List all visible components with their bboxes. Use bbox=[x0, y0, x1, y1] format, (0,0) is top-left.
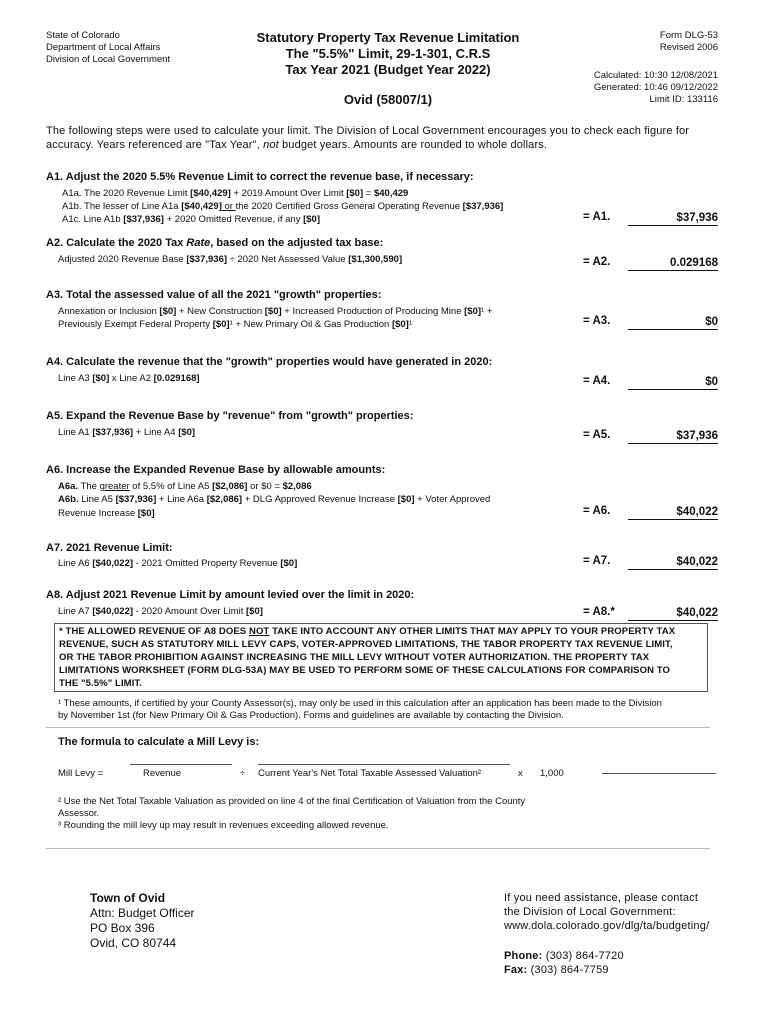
a3-text-4: ¹ + bbox=[481, 306, 493, 317]
a1a-value-2: [$0] bbox=[346, 188, 364, 199]
mill-levy-label: Mill Levy = bbox=[58, 768, 104, 779]
a2-value-2: [$1,300,590] bbox=[348, 254, 403, 265]
a3-value-5: [$0] bbox=[391, 319, 409, 330]
intro-text-a: accuracy. Years referenced are "Tax Year", bbox=[46, 139, 264, 151]
form-title bbox=[228, 30, 548, 78]
a1b-text-2: the 2020 Certified Gross General Operating Revenue bbox=[235, 201, 463, 212]
agency-block bbox=[46, 30, 170, 66]
footnote-1 bbox=[58, 698, 726, 722]
generated-time: Generated: 10:46 09/12/2022 bbox=[593, 82, 718, 93]
a4-value-2: [0.029168] bbox=[153, 373, 200, 384]
a5-text-2: + Line A4 bbox=[133, 427, 179, 438]
warning-text-a: * THE ALLOWED REVENUE OF A8 DOES bbox=[59, 626, 249, 637]
address-name: Town of Ovid bbox=[90, 891, 166, 905]
a6a-text-2: of 5.5% of Line A5 bbox=[129, 481, 213, 492]
a1c-value-2: [$0] bbox=[303, 214, 321, 225]
a1-heading: A1. Adjust the 2020 5.5% Revenue Limit to correct the revenue base, if necessary: bbox=[46, 171, 474, 183]
a6-equals-label: = A6. bbox=[583, 505, 611, 517]
a1b-text: A1b. The lesser of Line A1a bbox=[62, 201, 182, 212]
a1b-value-2: [$37,936] bbox=[462, 201, 504, 212]
a2-line bbox=[58, 254, 402, 266]
a1a-result: $40,429 bbox=[373, 188, 409, 199]
a8-equals-label: = A8.* bbox=[583, 606, 615, 618]
divide-symbol: ÷ bbox=[240, 768, 246, 779]
warning-box bbox=[54, 623, 708, 692]
calculated-time: Calculated: 10:30 12/08/2021 bbox=[593, 70, 718, 81]
intro-text-c: budget years. Amounts are rounded to whole dollars. bbox=[278, 139, 548, 151]
form-revised: Revised 2006 bbox=[659, 42, 718, 53]
a3-text-1: Annexation or Inclusion bbox=[58, 306, 160, 317]
a8-text: Line A7 bbox=[58, 606, 93, 617]
a3-text-6: ¹ + New Primary Oil & Gas Production bbox=[229, 319, 392, 330]
a4-equals-label: = A4. bbox=[583, 375, 611, 387]
a1-line-a bbox=[62, 188, 408, 200]
a6b-text-3: + DLG Approved Revenue Increase bbox=[242, 494, 398, 505]
a6b-value-2: [$2,086] bbox=[206, 494, 243, 505]
a6-line-b bbox=[58, 494, 490, 506]
a8-text-2: - 2020 Amount Over Limit bbox=[133, 606, 247, 617]
a6c-value: [$0] bbox=[137, 508, 155, 519]
fax-number: (303) 864-7759 bbox=[527, 964, 609, 976]
a2-equals-label: = A2. bbox=[583, 256, 611, 268]
a3-line-1 bbox=[58, 306, 492, 318]
divider-2 bbox=[46, 848, 710, 849]
a1b-or: or bbox=[221, 201, 236, 212]
revenue-label: Revenue bbox=[143, 768, 182, 779]
a8-value-1: [$40,022] bbox=[92, 606, 134, 617]
a2-heading-a: A2. Calculate the 2020 Tax bbox=[46, 237, 187, 249]
a2-text: Adjusted 2020 Revenue Base bbox=[58, 254, 187, 265]
a3-value-2: [$0] bbox=[264, 306, 282, 317]
a3-equals-label: = A3. bbox=[583, 315, 611, 327]
a6b-value-3: [$0] bbox=[397, 494, 415, 505]
a6-heading: A6. Increase the Expanded Revenue Base by allowable amounts: bbox=[46, 464, 386, 476]
a5-result-value: $37,936 bbox=[628, 429, 718, 444]
intro-line-1: The following steps were used to calculate your limit. The Division of Local Government encourages you to check each figure for bbox=[46, 125, 690, 137]
a2-heading-rate: Rate bbox=[186, 237, 211, 249]
a3-text-7: ¹ bbox=[408, 319, 413, 330]
a5-equals-label: = A5. bbox=[583, 429, 611, 441]
contact-fax bbox=[504, 963, 734, 977]
a6-result-value: $40,022 bbox=[628, 505, 718, 520]
a5-text: Line A1 bbox=[58, 427, 93, 438]
a5-heading: A5. Expand the Revenue Base by "revenue" from "growth" properties: bbox=[46, 410, 414, 422]
a4-heading: A4. Calculate the revenue that the "growth" properties would have generated in 2020: bbox=[46, 356, 493, 368]
revenue-line bbox=[130, 764, 232, 765]
fax-label: Fax: bbox=[504, 964, 528, 976]
a6a-text-3: or $0 = bbox=[247, 481, 283, 492]
a1a-value-1: [$40,429] bbox=[190, 188, 231, 199]
a3-result-value: $0 bbox=[628, 315, 718, 330]
limit-id: Limit ID: 133116 bbox=[649, 94, 718, 105]
a6a-result: $2,086 bbox=[282, 481, 312, 492]
form-number: Form DLG-53 bbox=[659, 30, 718, 41]
a4-value-1: [$0] bbox=[92, 373, 110, 384]
a1-result-value: $37,936 bbox=[628, 211, 718, 226]
warning-line-5: THE "5.5%" LIMIT. bbox=[59, 678, 143, 689]
contact-line-2: the Division of Local Government: bbox=[504, 906, 676, 918]
a5-value-2: [$0] bbox=[178, 427, 196, 438]
a8-value-2: [$0] bbox=[246, 606, 263, 617]
a6b-text-2: + Line A6a bbox=[156, 494, 207, 505]
title-line-2: The "5.5%" Limit, 29-1-301, C.R.S bbox=[285, 46, 491, 61]
contact-block bbox=[504, 891, 734, 977]
title-line-3: Tax Year 2021 (Budget Year 2022) bbox=[285, 62, 491, 77]
a1a-equals: = bbox=[363, 188, 374, 199]
timestamps bbox=[560, 70, 718, 106]
valuation-line bbox=[258, 764, 510, 765]
contact-spacer bbox=[504, 933, 734, 949]
a4-text-2: x Line A2 bbox=[109, 373, 154, 384]
a8-line bbox=[58, 606, 263, 618]
a6a-label: A6a. bbox=[58, 481, 79, 492]
a5-value-1: [$37,936] bbox=[92, 427, 134, 438]
warning-line-4: LIMITATIONS WORKSHEET (FORM DLG-53A) MAY BE USED TO PERFORM SOME OF THESE CALCULATIONS FOR COMPARISON TO bbox=[59, 665, 671, 676]
times-symbol: x bbox=[518, 768, 523, 779]
a3-value-4: [$0] bbox=[212, 319, 230, 330]
warning-text-b: TAKE INTO ACCOUNT ANY OTHER LIMITS THAT MAY APPLY TO YOUR PROPERTY TAX bbox=[269, 626, 676, 637]
warning-line-1 bbox=[59, 625, 703, 638]
address-box: PO Box 396 bbox=[90, 921, 155, 935]
a2-text-2: ÷ 2020 Net Assessed Value bbox=[227, 254, 349, 265]
footnote-3: ³ Rounding the mill levy up may result in revenues exceeding allowed revenue. bbox=[58, 820, 389, 831]
entity-name: Ovid (58007/1) bbox=[343, 92, 433, 107]
contact-line-1: If you need assistance, please contact bbox=[504, 892, 699, 904]
a2-value-1: [$37,936] bbox=[186, 254, 228, 265]
divider-1 bbox=[46, 727, 710, 728]
a6-line-a bbox=[58, 481, 312, 493]
a6a-greater: greater bbox=[99, 481, 130, 492]
agency-line-3: Division of Local Government bbox=[46, 54, 171, 65]
a6a-value-1: [$2,086] bbox=[212, 481, 248, 492]
a7-text-2: - 2021 Omitted Property Revenue bbox=[133, 558, 281, 569]
a3-value-1: [$0] bbox=[159, 306, 177, 317]
phone-number: (303) 864-7720 bbox=[542, 950, 624, 962]
warning-not: NOT bbox=[248, 626, 270, 637]
footnote-2 bbox=[58, 796, 718, 832]
a4-line bbox=[58, 373, 200, 385]
valuation-label: Current Year's Net Total Taxable Assessed Valuation² bbox=[258, 768, 482, 779]
footnote-2-line-1: ² Use the Net Total Taxable Valuation as provided on line 4 of the final Certification of Valuation from the County bbox=[58, 796, 526, 807]
a8-result-value: $40,022 bbox=[628, 606, 718, 621]
a3-text-5: Previously Exempt Federal Property bbox=[58, 319, 213, 330]
a1-line-b bbox=[62, 201, 503, 213]
a4-text: Line A3 bbox=[58, 373, 93, 384]
a1c-text: A1c. Line A1b bbox=[62, 214, 124, 225]
contact-phone bbox=[504, 949, 734, 963]
a6b-text: Line A5 bbox=[78, 494, 116, 505]
a1b-value-1: [$40,429] bbox=[181, 201, 222, 212]
a1a-text-2: + 2019 Amount Over Limit bbox=[230, 188, 347, 199]
a6b-text-4: + Voter Approved bbox=[414, 494, 491, 505]
a2-heading bbox=[46, 236, 383, 250]
a1-line-c bbox=[62, 214, 320, 226]
title-line-1: Statutory Property Tax Revenue Limitation bbox=[256, 30, 520, 45]
intro-text bbox=[46, 124, 726, 152]
a3-heading: A3. Total the assessed value of all the 2021 "growth" properties: bbox=[46, 289, 382, 301]
a3-text-2: + New Construction bbox=[176, 306, 265, 317]
a7-value-1: [$40,022] bbox=[92, 558, 134, 569]
a7-result-value: $40,022 bbox=[628, 555, 718, 570]
a5-line bbox=[58, 427, 195, 439]
footnote-1-line-1: ¹ These amounts, if certified by your County Assessor(s), may only be used in this calculation after an application has been made to the Division bbox=[58, 698, 662, 709]
agency-line-1: State of Colorado bbox=[46, 30, 120, 41]
a3-value-3: [$0] bbox=[464, 306, 482, 317]
a1a-text: A1a. The 2020 Revenue Limit bbox=[62, 188, 191, 199]
a7-heading: A7. 2021 Revenue Limit: bbox=[46, 542, 173, 554]
formula-heading: The formula to calculate a Mill Levy is: bbox=[58, 736, 260, 748]
a7-line bbox=[58, 558, 297, 570]
a4-result-value: $0 bbox=[628, 375, 718, 390]
result-line bbox=[602, 773, 716, 774]
a1c-value-1: [$37,936] bbox=[123, 214, 164, 225]
warning-text bbox=[55, 624, 707, 691]
intro-line-2 bbox=[46, 138, 726, 152]
a7-value-2: [$0] bbox=[280, 558, 298, 569]
a6c-text: Revenue Increase bbox=[58, 508, 138, 519]
contact-website-link[interactable]: www.dola.colorado.gov/dlg/ta/budgeting/ bbox=[504, 920, 710, 932]
a2-result-value: 0.029168 bbox=[628, 256, 718, 271]
a7-text: Line A6 bbox=[58, 558, 93, 569]
address-attn: Attn: Budget Officer bbox=[90, 906, 195, 920]
intro-emphasis: not bbox=[263, 139, 279, 151]
a3-text-3: + Increased Production of Producing Mine bbox=[281, 306, 465, 317]
a1-equals-label: = A1. bbox=[583, 211, 611, 223]
a2-heading-c: , based on the adjusted tax base: bbox=[210, 237, 384, 249]
a6-line-c bbox=[58, 508, 155, 520]
phone-label: Phone: bbox=[504, 950, 543, 962]
mailing-address bbox=[90, 891, 195, 951]
agency-line-2: Department of Local Affairs bbox=[46, 42, 161, 53]
warning-line-2: REVENUE, SUCH AS STATUTORY MILL LEVY CAPS, VOTER-APPROVED LIMITATIONS, THE TABOR PROPERTY TAX REVENUE LIMIT, bbox=[59, 639, 673, 650]
a7-equals-label: = A7. bbox=[583, 555, 611, 567]
warning-line-3: OR THE TABOR PROHIBITION AGAINST INCREASING THE MILL LEVY WITHOUT VOTER AUTHORIZATION. THE PROPERTY TAX bbox=[59, 652, 650, 663]
footnote-1-line-2: by November 1st (for New Primary Oil & Gas Production). Forms and guidelines are available by contacting the Division. bbox=[58, 710, 564, 721]
a6b-value-1: [$37,936] bbox=[115, 494, 157, 505]
a6b-label: A6b. bbox=[58, 494, 79, 505]
address-city: Ovid, CO 80744 bbox=[90, 936, 177, 950]
footnote-2-line-2: Assessor. bbox=[58, 808, 100, 819]
thousand-label: 1,000 bbox=[540, 768, 564, 779]
form-id-block bbox=[580, 30, 718, 54]
a3-line-2 bbox=[58, 319, 412, 331]
a1c-text-2: + 2020 Omitted Revenue, if any bbox=[163, 214, 304, 225]
a8-heading: A8. Adjust 2021 Revenue Limit by amount levied over the limit in 2020: bbox=[46, 589, 415, 601]
a6a-text: The bbox=[78, 481, 100, 492]
